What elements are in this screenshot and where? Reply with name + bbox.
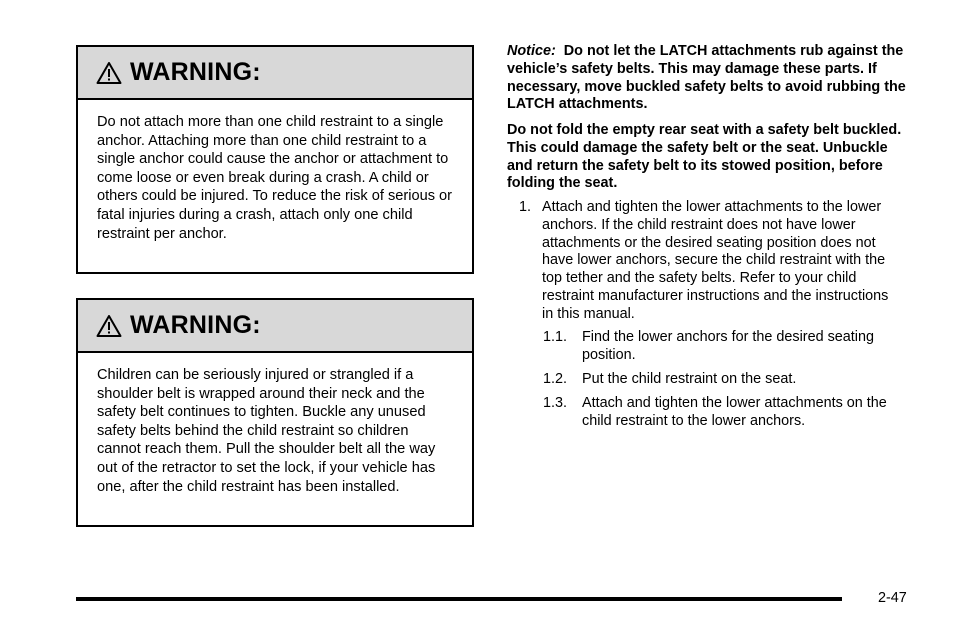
step-text: Find the lower anchors for the desired seating position.	[582, 329, 874, 363]
warning-header	[78, 47, 472, 100]
warning-body: Children can be seriously injured or strangled if a shoulder belt is wrapped around their neck and the safety belt continues to tighten. Buckle any unused safety belts behind the child restraint so children cannot reach them. Pull the shoulder belt all the way out of the retractor to set the lock, if your vehicle has one, after the child restraint has been installed.	[97, 367, 436, 495]
warning-triangle-icon	[96, 61, 122, 85]
warning-box-anchor	[76, 45, 474, 274]
notice-paragraph-fold-seat: Do not fold the empty rear seat with a safety belt buckled. This could damage the safety belt or the seat. Unbuckle and return the safety belt to its stowed position, before folding the seat.	[507, 122, 902, 192]
warning-triangle-icon	[96, 314, 122, 338]
warning-body: Do not attach more than one child restraint to a single anchor. Attaching more than one child restraint to a single anchor could cause the anchor or attachment to come loose or even break during a crash. A child or others could be injured. To reduce the risk of serious or fatal injuries during a crash, attach only one child restraint per anchor.	[97, 114, 453, 242]
step-number: 1.	[519, 199, 532, 215]
footer-rule	[76, 597, 842, 601]
notice-paragraph	[507, 43, 907, 114]
warning-header	[78, 300, 472, 353]
warning-title: WARNING:	[130, 58, 261, 86]
step-text: Attach and tighten the lower attachments on the child restraint to the lower anchors.	[582, 395, 887, 429]
step-text: Put the child restraint on the seat.	[582, 371, 797, 387]
warning-title: WARNING:	[130, 311, 261, 339]
step-number: 1.2.	[543, 371, 568, 387]
step-number: 1.1.	[543, 329, 568, 345]
page-number: 2-47	[878, 590, 907, 606]
notice-label: Notice:	[507, 43, 556, 59]
warning-box-shoulder-belt	[76, 298, 474, 527]
notice-text: Do not let the LATCH attachments rub against the vehicle’s safety belts. This may damage these parts. If necessary, move buckled safety belts to avoid rubbing the LATCH attachments.	[507, 43, 906, 113]
step-number: 1.3.	[543, 395, 568, 411]
step-text: Attach and tighten the lower attachments to the lower anchors. If the child restraint does not have lower attachments or the desired seating position does not have lower anchors, secure the child restraint with the top tether and the safety belts. Refer to your child restraint manufacturer instructions and the instructions in this manual.	[542, 199, 889, 322]
